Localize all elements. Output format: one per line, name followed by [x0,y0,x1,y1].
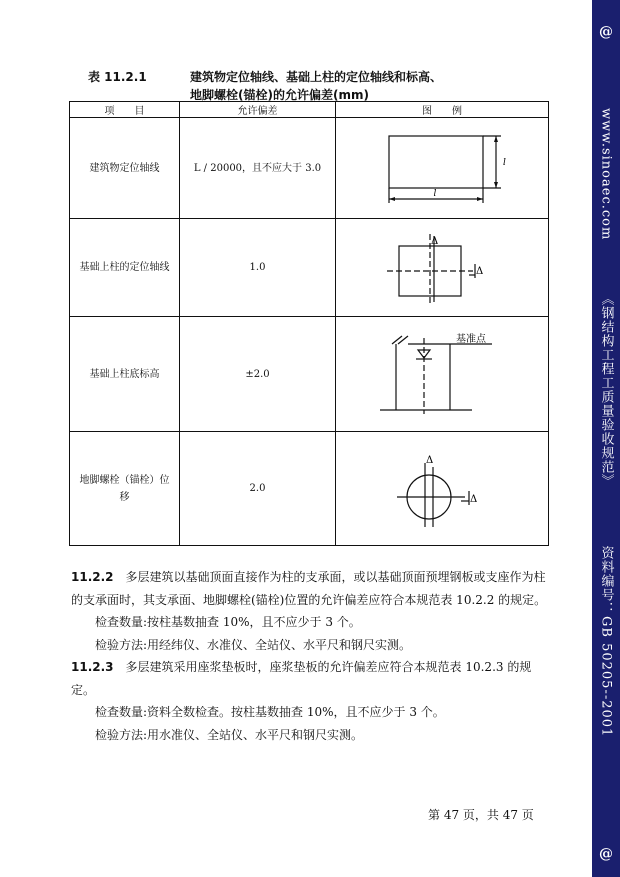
row-tolerance: ±2.0 [180,317,336,432]
clause-11-2-3: 11.2.3 多层建筑采用座浆垫板时，座浆垫板的允许偏差应符合本规范表 10.2.3 的规定。 [71,660,532,697]
sidebar-at-top: @ [599,24,613,40]
datum-label: 基准点 [456,334,486,345]
length-label-vertical: l [503,158,506,168]
delta-label-right: Δ [470,493,478,505]
header-figure: 图 例 [336,102,549,118]
clause-11-2-2: 11.2.2 多层建筑以基础顶面直接作为柱的支承面，或以基础顶面预埋钢板或支座作为柱的支承面时，其支承面、地脚螺栓(锚栓)位置的允许偏差应符合本规范表 10.2.2 的规定。 [71,570,547,607]
column-base-diagram [372,328,512,420]
sidebar-band [592,0,620,877]
figure-column-axis [336,219,549,317]
delta-label-top: Δ [426,454,434,466]
anchor-bolt-diagram [377,447,507,531]
figure-anchor-bolt [336,432,549,546]
clause-11-2-2-quantity: 检查数量:按柱基数抽查 10%，且不应少于 3 个。 [95,615,361,629]
table-title-line2: 地脚螺栓(锚栓)的允许偏差(mm) [190,88,369,102]
row-tolerance: 1.0 [180,219,336,317]
clause-11-2-3-quantity: 检查数量:资料全数检查。按柱基数抽查 10%，且不应少于 3 个。 [95,705,445,719]
table-row [70,219,549,317]
column-axis-diagram [377,228,507,308]
table-row [70,432,549,546]
sidebar-url: www.sinoaec.com [598,108,614,241]
building-axis-diagram [377,128,507,208]
figure-column-base-elevation [336,317,549,432]
row-tolerance: 2.0 [180,432,336,546]
body-text [71,566,549,746]
header-item: 项 目 [70,102,180,118]
delta-label-top: Δ [431,235,439,247]
table-title [190,68,442,104]
table-row [70,317,549,432]
page-number: 第 47 页，共 47 页 [428,808,534,822]
table-row [70,118,549,219]
header-tolerance: 允许偏差 [180,102,336,118]
row-tolerance: L / 20000，且不应大于 3.0 [180,118,336,219]
table-number: 表 11.2.1 [88,70,147,84]
table-title-line1: 建筑物定位轴线、基础上柱的定位轴线和标高、 [190,70,443,84]
row-item: 基础上柱底标高 [70,317,180,432]
clause-11-2-3-method: 检验方法:用水准仪、全站仪、水平尺和钢尺实测。 [95,727,364,742]
sidebar-at-bottom: @ [599,846,613,862]
sidebar-code: 资料编号：GB 50205--2001 [598,546,614,738]
tolerance-table [69,101,549,546]
table-header-row [70,102,549,118]
row-item: 地脚螺栓（锚栓）位移 [70,432,180,546]
delta-label-right: Δ [476,265,484,277]
clause-11-2-2-method: 检验方法:用经纬仪、水准仪、全站仪、水平尺和钢尺实测。 [95,637,412,652]
figure-building-axis [336,118,549,219]
length-label-horizontal: l [433,189,437,199]
row-item: 基础上柱的定位轴线 [70,219,180,317]
row-item: 建筑物定位轴线 [70,118,180,219]
sidebar-book-title: 《钢结构工程工质量验收规范》 [598,292,614,488]
